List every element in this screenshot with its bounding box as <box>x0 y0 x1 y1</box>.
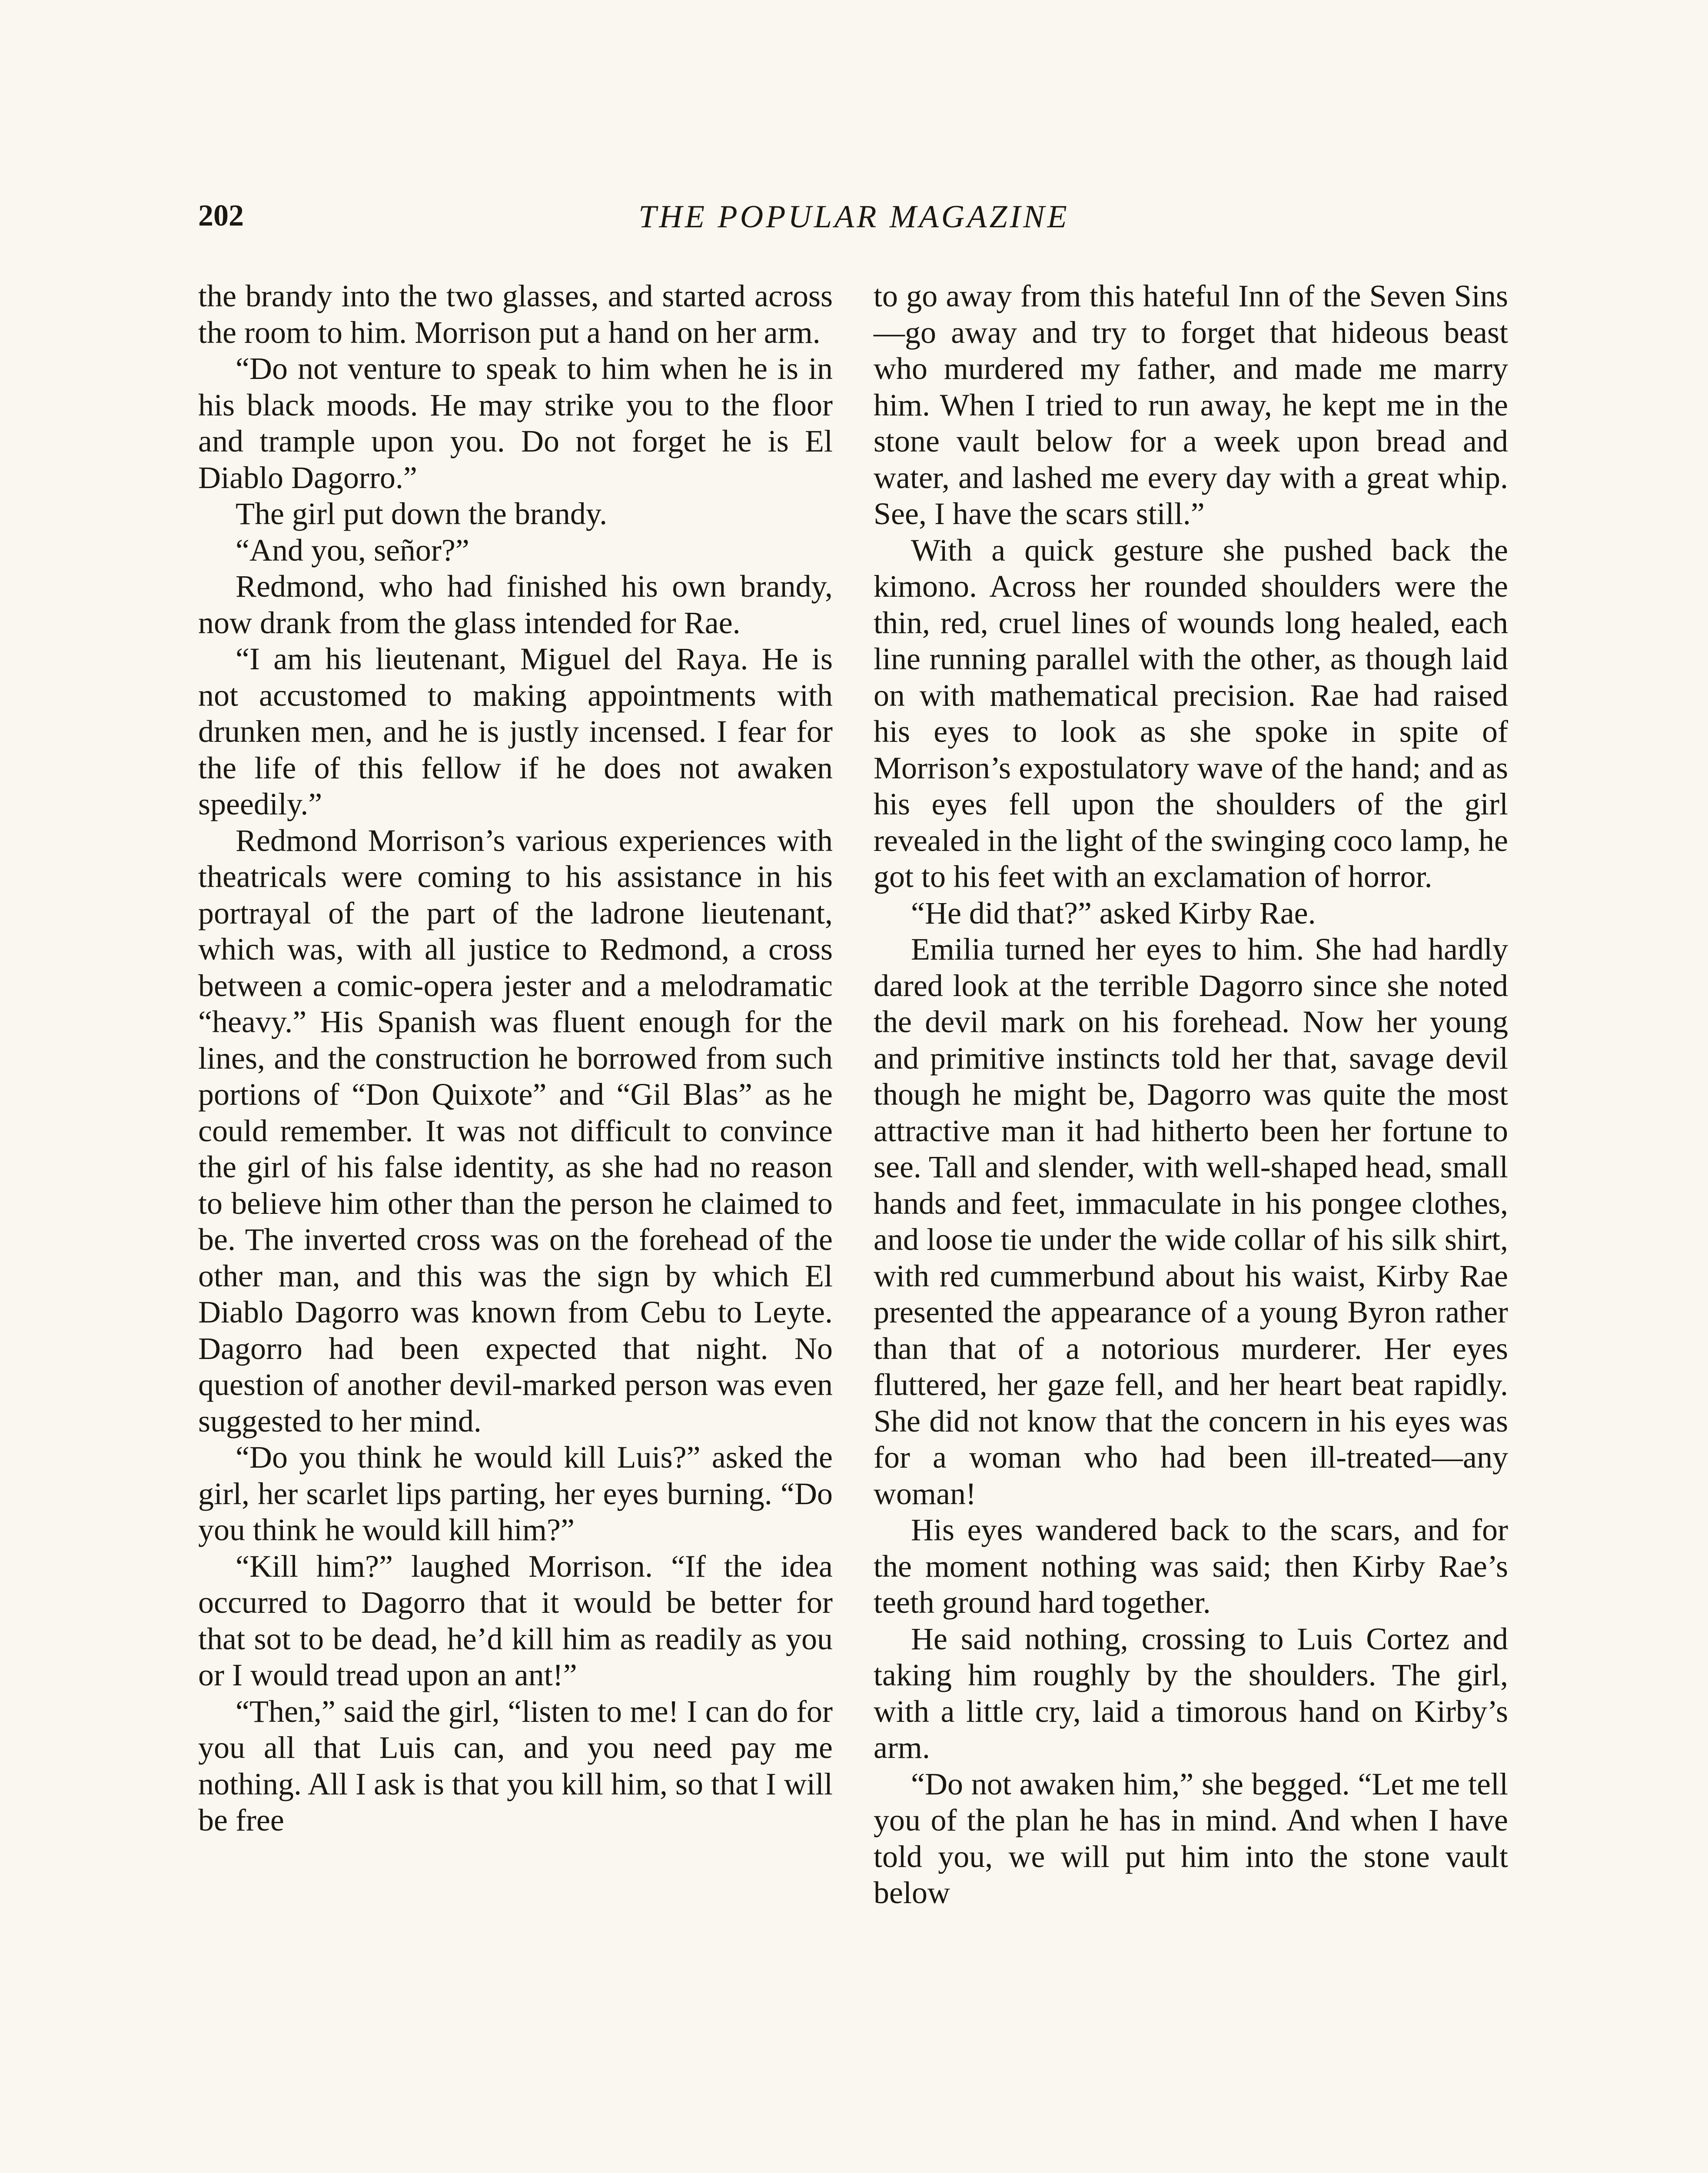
paragraph: Redmond, who had finished his own brandy, now drank from the glass intended for Rae. <box>198 569 833 640</box>
paragraph: “Do not awaken him,” she begged. “Let me tell you of the plan he has in mind. And when I have told you, we will put him into the stone vault below <box>874 1766 1508 1910</box>
running-head: THE POPULAR MAGAZINE <box>638 199 1070 235</box>
left-column <box>198 278 833 1839</box>
paragraph: With a quick gesture she pushed back the kimono. Across her rounded shoulders were the thin, red, cruel lines of wounds long healed, each line running parallel with the other, as though laid on with mathematical precision. Rae had raised his eyes to look as she spoke in spite of Morrison’s expostulatory wave of the hand; and as his eyes fell upon the shoulders of the girl revealed in the light of the swinging coco lamp, he got to his feet with an exclamation of horror. <box>874 532 1508 894</box>
paragraph: “I am his lieutenant, Miguel del Raya. He is not accustomed to making appointments with drunken men, and he is justly incensed. I fear for the life of this fellow if he does not awaken speedily.” <box>198 641 833 821</box>
paragraph: His eyes wandered back to the scars, and for the moment nothing was said; then Kirby Rae’s teeth ground hard together. <box>874 1512 1508 1620</box>
paragraph: He said nothing, crossing to Luis Cortez and taking him roughly by the shoulders. The girl, with a little cry, laid a timorous hand on Kirby’s arm. <box>874 1621 1508 1765</box>
paragraph: Emilia turned her eyes to him. She had hardly dared look at the terrible Dagorro since she noted the devil mark on his forehead. Now her young and primitive instincts told her that, savage devil though he might be, Dagorro was quite the most attractive man it had hitherto been her fortune to see. Tall and slender, with well-shaped head, small hands and feet, immaculate in his pongee clothes, and loose tie under the wide collar of his silk shirt, with red cummerbund about his waist, Kirby Rae presented the appearance of a young Byron rather than that of a notorious murderer. Her eyes fluttered, her gaze fell, and her heart beat rapidly. She did not know that the concern in his eyes was for a woman who had been ill-treated—any woman! <box>874 932 1508 1511</box>
page-number: 202 <box>198 199 244 233</box>
right-column <box>874 278 1508 1911</box>
paragraph: “And you, señor?” <box>236 532 469 568</box>
paragraph: Redmond Morrison’s various experiences with theatricals were coming to his assistance in his portrayal of the part of the ladrone lieutenant, which was, with all justice to Redmond, a cross between a comic-opera jester and a melodramatic “heavy.” His Spanish was fluent enough for the lines, and the construction he borrowed from such portions of “Don Quixote” and “Gil Blas” as he could remember. It was not difficult to convince the girl of his false identity, as she had no reason to believe him other than the person he claimed to be. The inverted cross was on the forehead of the other man, and this was the sign by which El Diablo Dagorro was known from Cebu to Leyte. Dagorro had been expected that night. No question of another devil-marked person was even suggested to her mind. <box>198 823 833 1439</box>
paragraph: “Kill him?” laughed Morrison. “If the idea occurred to Dagorro that it would be better for that sot to be dead, he’d kill him as readily as you or I would tread upon an ant!” <box>198 1548 833 1692</box>
paragraph: the brandy into the two glasses, and started across the room to him. Morrison put a hand on her arm. <box>198 279 833 350</box>
paragraph: “Then,” said the girl, “listen to me! I can do for you all that Luis can, and you need pay me nothing. All I ask is that you kill him, so that I will be free <box>198 1694 833 1837</box>
paragraph: “Do you think he would kill Luis?” asked the girl, her scarlet lips parting, her eyes burning. “Do you think he would kill him?” <box>198 1440 833 1547</box>
paragraph: “He did that?” asked Kirby Rae. <box>911 895 1316 930</box>
paragraph: The girl put down the brandy. <box>236 496 608 531</box>
paragraph: to go away from this hateful Inn of the Seven Sins—go away and try to forget that hideous beast who murdered my father, and made me marry him. When I tried to run away, he kept me in the stone vault below for a week upon bread and water, and lashed me every day with a great whip. See, I have the scars still.” <box>874 279 1508 531</box>
paragraph: “Do not venture to speak to him when he is in his black moods. He may strike you to the floor and trample upon you. Do not forget he is El Diablo Dagorro.” <box>198 351 833 495</box>
